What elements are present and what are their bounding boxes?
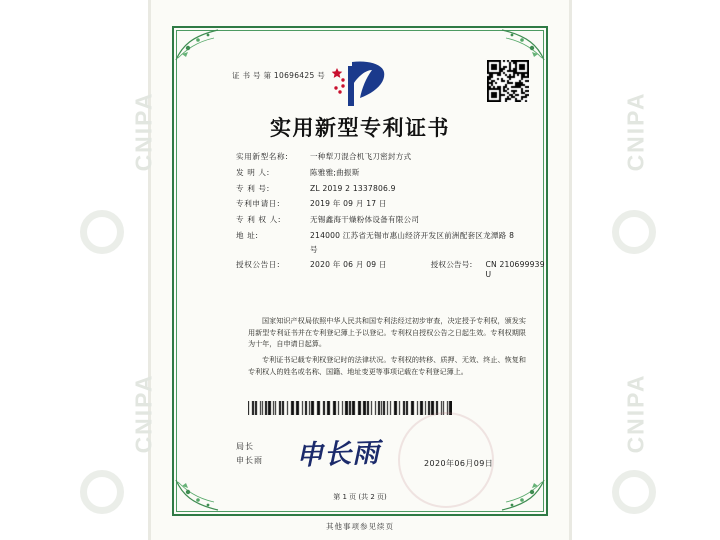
field-value: 2019 年 09 月 17 日 xyxy=(310,199,387,209)
signer-title: 局长 xyxy=(236,442,254,451)
field-row-patentee xyxy=(236,215,536,225)
field-label: 专 利 权 人: xyxy=(236,215,281,224)
watermark-ring-icon xyxy=(612,210,656,254)
body-text xyxy=(248,315,526,382)
field-label: 专利申请日: xyxy=(236,199,281,209)
watermark-cnipa: CNIPA xyxy=(622,373,649,454)
field-label: 专 利 号: xyxy=(236,183,270,193)
field-label-secondary: 授权公告号: xyxy=(430,260,473,269)
field-label: 实用新型名称: xyxy=(236,152,289,161)
issue-date: 2020年06月09日 xyxy=(424,459,494,468)
corner-ornament-icon xyxy=(174,28,220,62)
field-row-application-date xyxy=(236,199,536,209)
paragraph-2: 专利证书记载专利权登记时的法律状况。专利权的转移、质押、无效、终止、恢复和专利权人的姓名或名称、国籍、地址变更等事项记载在专利登记簿上。 xyxy=(248,355,526,376)
field-value: 一种犁刀混合机飞刀密封方式 xyxy=(310,152,412,161)
field-value: 214000 江苏省无锡市惠山经济开发区前洲配套区龙潭路 8 xyxy=(310,230,515,240)
handwritten-signature: 申长雨 xyxy=(295,437,381,472)
field-value-secondary: CN 210699939 U xyxy=(485,260,545,280)
field-label: 发 明 人: xyxy=(236,167,270,177)
certificate-number: 证 书 号 第 10696425 号 xyxy=(232,71,325,80)
field-value-address-line2: 号 xyxy=(310,244,318,254)
watermark-ring-icon xyxy=(80,210,124,254)
field-label: 地 址: xyxy=(236,230,259,240)
corner-ornament-icon xyxy=(500,28,546,62)
field-value: 陈雅雅;曲振斯 xyxy=(310,167,360,177)
page-title: 实用新型专利证书 xyxy=(270,116,450,140)
field-value: ZL 2019 2 1337806.9 xyxy=(310,183,396,193)
field-value: 2020 年 06 月 09 日 xyxy=(310,260,387,269)
qr-code xyxy=(487,60,529,102)
watermark-ring-icon xyxy=(80,470,124,514)
watermark-cnipa: CNIPA xyxy=(622,91,649,172)
watermark-cnipa: CNIPA xyxy=(130,373,157,454)
signer-name: 申长雨 xyxy=(236,455,263,465)
footer-note: 其他事项参见续页 xyxy=(326,522,394,531)
field-row-patent-number xyxy=(236,184,536,194)
cnipa-emblem-icon xyxy=(332,58,390,110)
watermark-ring-icon xyxy=(612,470,656,514)
signer-block xyxy=(236,440,263,467)
barcode xyxy=(248,400,452,414)
page-number: 第 1 页 (共 2 页) xyxy=(333,493,387,501)
field-list xyxy=(236,152,545,286)
field-row-address xyxy=(236,231,536,241)
field-row-name xyxy=(236,152,536,162)
field-value: 无锡鑫海干燥粉体设备有限公司 xyxy=(310,215,420,224)
paper-edge-left xyxy=(148,0,151,540)
field-row-inventor xyxy=(236,168,536,178)
field-row-grant xyxy=(236,260,545,281)
paragraph-1: 国家知识产权局依照中华人民共和国专利法经过初步审查，决定授予专利权，颁发实用新型专利证书并在专利登记簿上予以登记。专利权自授权公告之日起生效。专利权期限为十年，自申请日起算。 xyxy=(248,316,526,349)
watermark-cnipa: CNIPA xyxy=(130,91,157,172)
field-label: 授权公告日: xyxy=(236,260,281,269)
paper-edge-right xyxy=(569,0,572,540)
